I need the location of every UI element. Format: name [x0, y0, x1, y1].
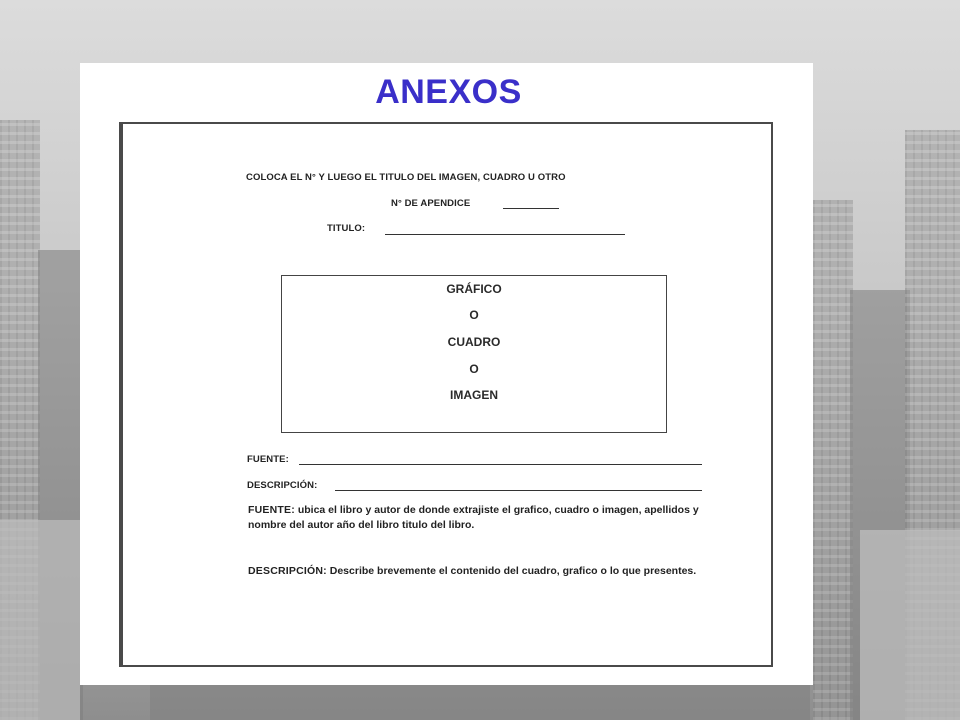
source-note-label: FUENTE: — [248, 504, 295, 516]
description-note — [248, 564, 708, 579]
source-note — [248, 503, 708, 533]
source-note-text: ubica el libro y autor de donde extrajiste el grafico, cuadro o imagen, apellidos y nombre del autor año del libro titulo del libro. — [248, 504, 699, 531]
title-label: TITULO: — [327, 223, 366, 234]
appendix-label: N° DE APENDICE — [391, 198, 471, 209]
source-label: FUENTE: — [247, 454, 289, 465]
description-underline — [335, 490, 702, 491]
slide-card — [80, 63, 813, 685]
title-underline — [385, 234, 625, 235]
description-note-label: DESCRIPCIÓN: — [248, 565, 327, 577]
figure-word-imagen: IMAGEN — [450, 388, 498, 402]
document-page — [119, 122, 773, 667]
description-note-text: Describe brevemente el contenido del cuadro, grafico o lo que presentes. — [329, 565, 697, 577]
figure-word-grafico: GRÁFICO — [446, 282, 502, 296]
source-underline — [299, 464, 702, 465]
figure-placeholder-box — [281, 275, 667, 433]
figure-word-o-1: O — [469, 308, 479, 322]
slide-title — [86, 73, 819, 112]
instruction-text: COLOCA EL N° Y LUEGO EL TITULO DEL IMAGEN, CUADRO U OTRO — [246, 172, 566, 183]
appendix-underline — [503, 208, 559, 209]
description-label: DESCRIPCIÓN: — [247, 480, 318, 491]
figure-word-o-2: O — [469, 362, 479, 376]
slide-title-text: ANEXOS — [375, 73, 522, 111]
figure-word-cuadro: CUADRO — [447, 335, 501, 349]
